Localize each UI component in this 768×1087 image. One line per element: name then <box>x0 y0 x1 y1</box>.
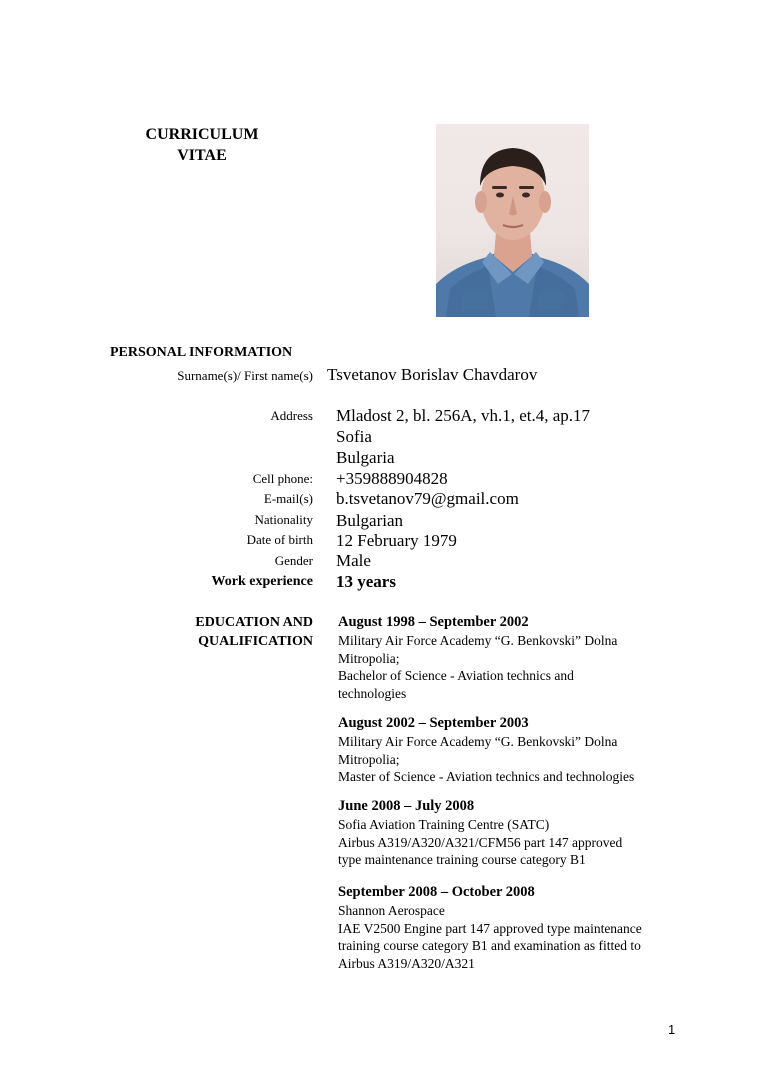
education-line: Military Air Force Academy “G. Benkovski” Dolna <box>338 734 618 749</box>
nationality-value: Bulgarian <box>336 511 404 530</box>
address-line-2: Sofia <box>336 427 372 446</box>
email-label: E-mail(s) <box>263 491 313 506</box>
page-number: 1 <box>668 1022 676 1037</box>
experience-value: 13 years <box>336 572 396 591</box>
address-label: Address <box>270 408 313 423</box>
education-period: August 2002 – September 2003 <box>338 715 529 731</box>
education-line: Bachelor of Science - Aviation technics and <box>338 668 574 683</box>
dob-label: Date of birth <box>246 532 313 547</box>
gender-value: Male <box>336 551 371 570</box>
education-heading-line2: QUALIFICATION <box>198 634 313 649</box>
address-line-3: Bulgaria <box>336 448 395 467</box>
education-line: Mitropolia; <box>338 751 400 767</box>
education-line: Airbus A319/A320/A321/CFM56 part 147 approved <box>338 834 623 850</box>
education-entry <box>338 797 688 869</box>
education-line: Shannon Aerospace <box>338 903 445 918</box>
education-entry <box>338 883 688 972</box>
experience-label: Work experience <box>211 574 313 589</box>
education-period: August 1998 – September 2002 <box>338 614 529 630</box>
education-line: Military Air Force Academy “G. Benkovski” Dolna <box>338 633 618 648</box>
name-label: Surname(s)/ First name(s) <box>177 368 313 383</box>
portrait-photo <box>436 124 589 317</box>
cv-title-line1: CURRICULUM <box>145 126 259 143</box>
education-period: September 2008 – October 2008 <box>338 884 535 900</box>
education-entry <box>338 714 688 786</box>
personal-info-heading: PERSONAL INFORMATION <box>110 345 293 360</box>
gender-label: Gender <box>274 553 313 568</box>
dob-value: 12 February 1979 <box>336 531 457 550</box>
education-line: Airbus A319/A320/A321 <box>338 955 475 971</box>
phone-label: Cell phone: <box>252 471 313 486</box>
name-value: Tsvetanov Borislav Chavdarov <box>327 365 538 384</box>
education-period: June 2008 – July 2008 <box>338 798 475 814</box>
education-line: training course category B1 and examination as fitted to <box>338 938 641 953</box>
address-line-1: Mladost 2, bl. 256A, vh.1, et.4, ap.17 <box>336 406 591 425</box>
education-line: Sofia Aviation Training Centre (SATC) <box>338 817 550 832</box>
education-line: Master of Science - Aviation technics and technologies <box>338 769 635 784</box>
education-line: IAE V2500 Engine part 147 approved type maintenance <box>338 920 642 936</box>
education-heading-line1: EDUCATION AND <box>195 615 313 630</box>
email-value: b.tsvetanov79@gmail.com <box>336 489 519 508</box>
phone-value: +359888904828 <box>336 469 448 488</box>
education-line: type maintenance training course category B1 <box>338 852 586 867</box>
education-entry <box>338 613 688 702</box>
education-line: Mitropolia; <box>338 650 400 666</box>
cv-title-line2: VITAE <box>177 147 227 164</box>
education-line: technologies <box>338 685 407 701</box>
cv-title <box>120 124 284 166</box>
nationality-label: Nationality <box>254 512 313 527</box>
